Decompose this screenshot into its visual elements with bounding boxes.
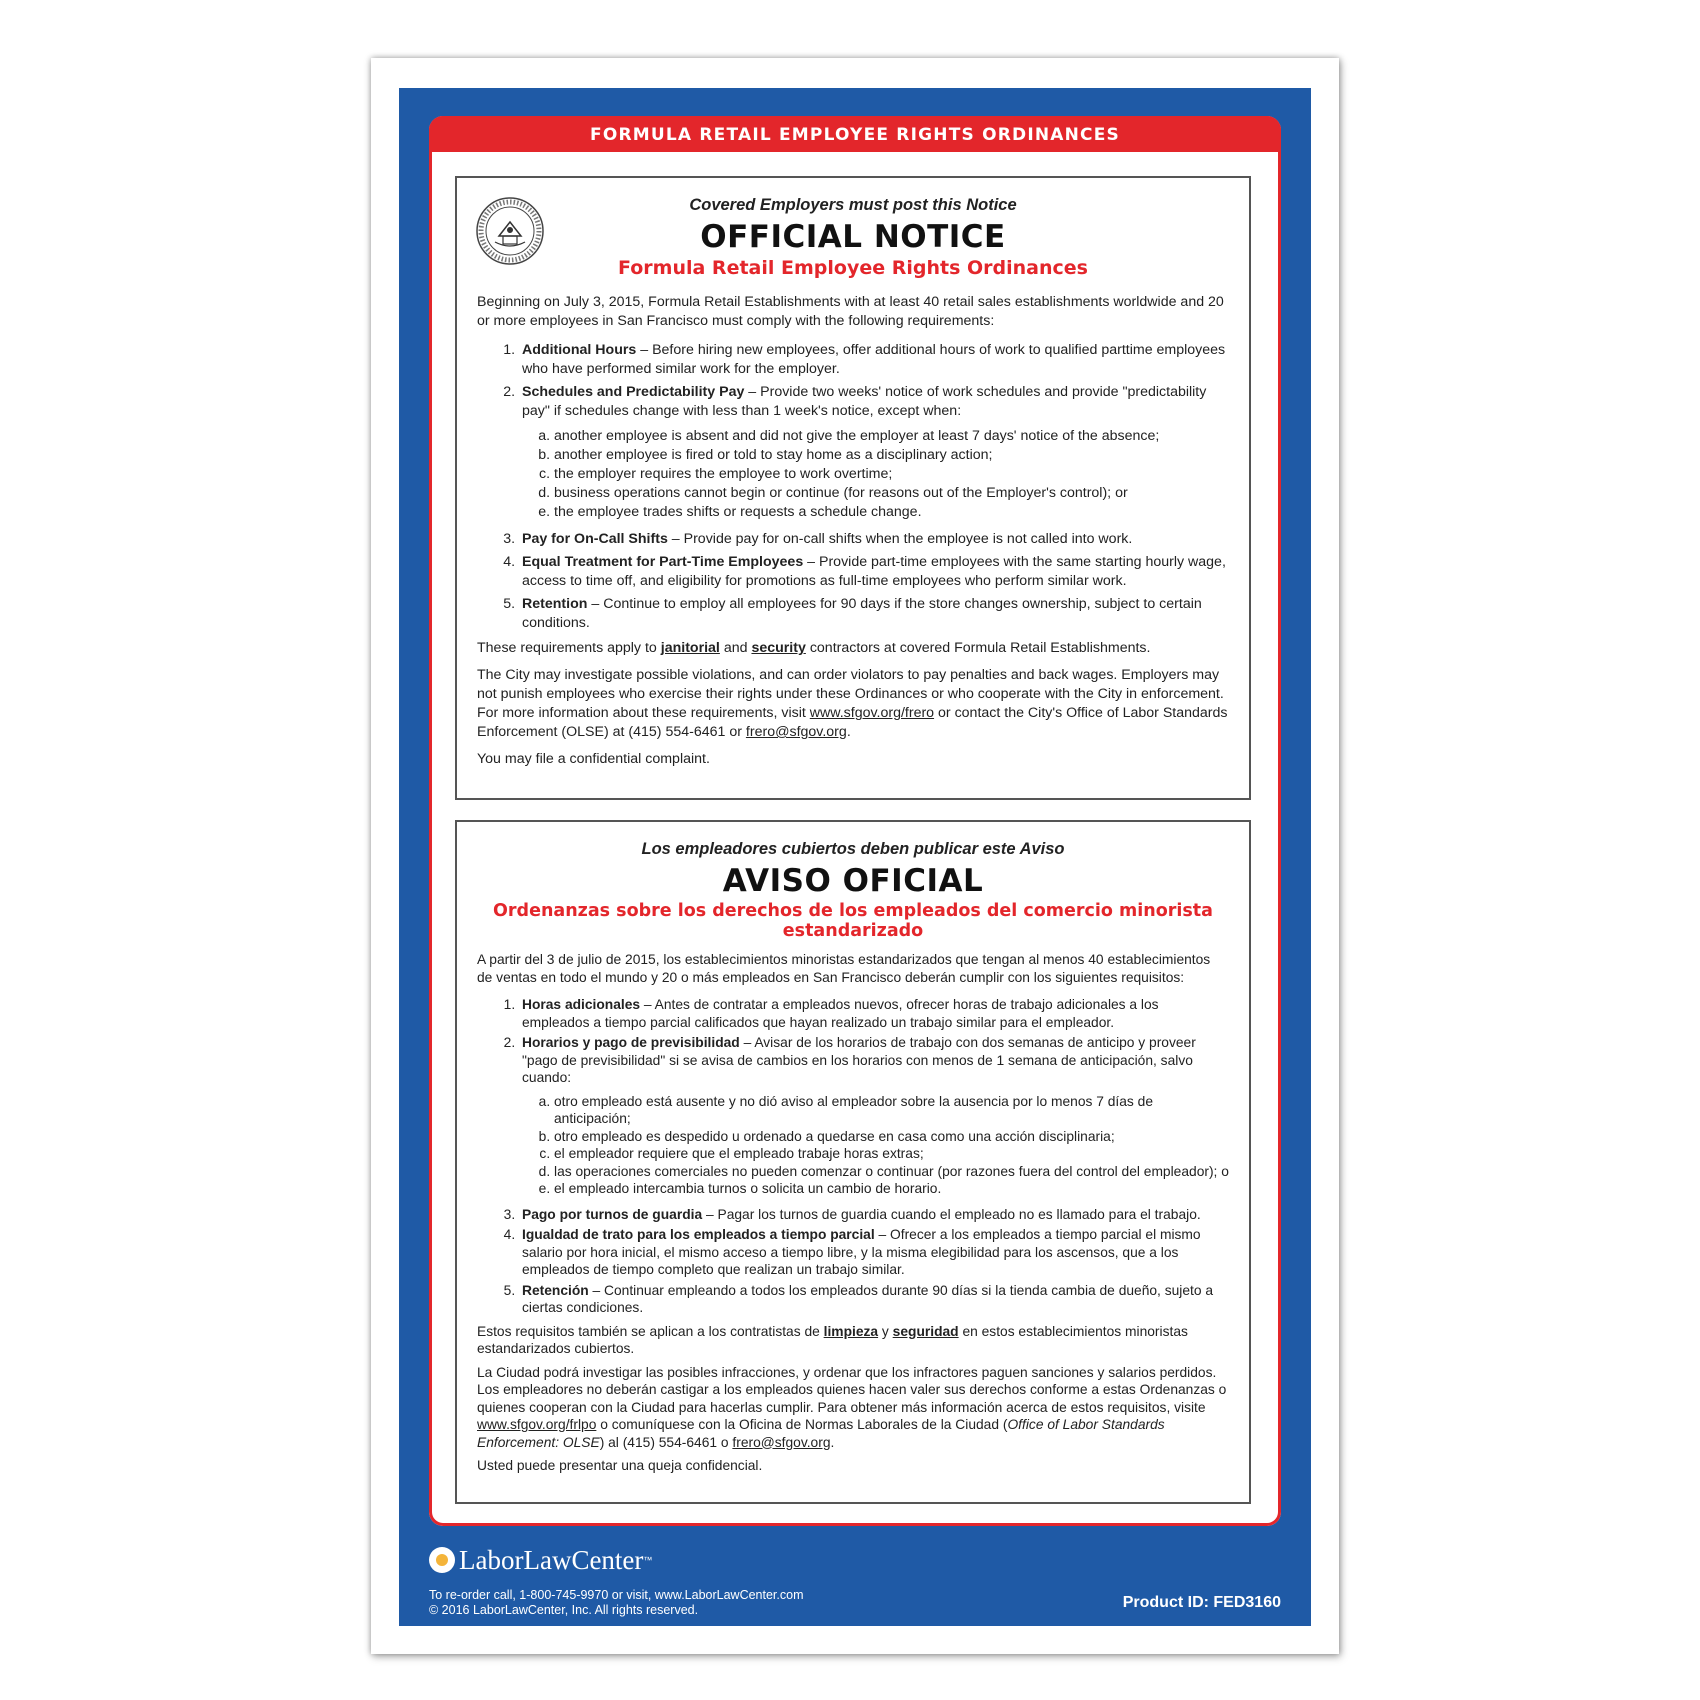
item-label: Igualdad de trato para los empleados a tiempo parcial bbox=[522, 1227, 875, 1242]
text-span: These requirements apply to bbox=[477, 640, 661, 656]
header-banner: FORMULA RETAIL EMPLOYEE RIGHTS ORDINANCES bbox=[429, 116, 1281, 152]
item-text: – Continue to employ all employees for 90 days if the store changes ownership, subject to certain conditions. bbox=[522, 596, 1202, 631]
list-item bbox=[519, 595, 1229, 633]
item-label: Equal Treatment for Part-Time Employees bbox=[522, 554, 804, 570]
reorder-info: To re-order call, 1-800-745-9970 or visit, www.LaborLawCenter.com bbox=[429, 1588, 804, 1602]
list-item bbox=[519, 996, 1229, 1031]
item-label: Schedules and Predictability Pay bbox=[522, 384, 745, 400]
spanish-intro: A partir del 3 de julio de 2015, los establecimientos minoristas estandarizados que tengan al menos 40 establecimientos de ventas en todo el mundo y 20 o más empleados en San Francisco deberán cumplir con los siguientes requisitos: bbox=[477, 952, 1211, 985]
item-text: – Continuar empleando a todos los empleados durante 90 días si la tienda cambia de dueño, sujeto a ciertas condiciones. bbox=[522, 1282, 1214, 1315]
list-item: a. another employee is absent and did not give the employer at least 7 days' notice of the absence; bbox=[554, 427, 1229, 446]
laborlawcenter-logo bbox=[429, 1545, 652, 1575]
english-enforcement bbox=[477, 666, 1229, 742]
item-text: – Avisar de los horarios de trabajo con dos semanas de anticipo y proveer "pago de previsibilidad" si se avisa de cambios en los horarios con menos de 1 semana de anticipación, salvo cuando: bbox=[522, 1035, 1196, 1085]
text-span: ) al (415) 554-6461 o bbox=[599, 1434, 733, 1450]
janitorial-term: janitorial bbox=[660, 640, 720, 656]
item-text: – Ofrecer a los empleados a tiempo parcial el mismo salario por hora inicial, el mismo acceso a tiempo libre, y la misma elegibilidad para los ascensos, que a los empleados de tiempo completo que realizan un trabajo similar. bbox=[522, 1227, 1201, 1277]
item-label: Retention bbox=[522, 596, 588, 612]
item-label: Pay for On-Call Shifts bbox=[522, 531, 668, 547]
item-label: Additional Hours bbox=[522, 342, 637, 358]
list-item: a. otro empleado está ausente y no dió aviso al empleador sobre la ausencia por lo menos 7 días de anticipación; bbox=[554, 1093, 1229, 1128]
list-item: b. otro empleado es despedido u ordenado a quedarse en casa como una acción disciplinaria; bbox=[554, 1128, 1229, 1146]
list-item bbox=[519, 1226, 1229, 1279]
spanish-enforcement bbox=[477, 1364, 1229, 1452]
list-item: d. las operaciones comerciales no pueden comenzar o continuar (por razones fuera del control del empleador); o bbox=[554, 1163, 1229, 1181]
item-text: – Provide two weeks' notice of work schedules and provide "predictability pay" if schedules change with less than 1 week's notice, except when: bbox=[522, 384, 1207, 419]
text-span: contractors at covered Formula Retail Establishments. bbox=[805, 640, 1151, 656]
text-span: y bbox=[878, 1323, 893, 1339]
list-item: e. el empleado intercambia turnos o solicita un cambio de horario. bbox=[554, 1180, 1229, 1198]
list-item bbox=[519, 341, 1229, 379]
english-title: OFFICIAL NOTICE bbox=[700, 219, 1006, 255]
list-item bbox=[519, 553, 1229, 591]
item-text: – Pagar los turnos de guardia cuando el empleado no es llamado para el trabajo. bbox=[702, 1206, 1201, 1222]
city-seal-icon bbox=[475, 196, 545, 266]
text-span: Estos requisitos también se aplican a los contratistas de bbox=[477, 1323, 824, 1339]
security-term: security bbox=[751, 640, 806, 656]
spanish-subhead: Los empleadores cubiertos deben publicar este Aviso bbox=[641, 840, 1065, 858]
list-item bbox=[519, 530, 1229, 549]
english-intro: Beginning on July 3, 2015, Formula Retail Establishments with at least 40 retail sales establishments worldwide and 20 or more employees in San Francisco must comply with the following requirements: bbox=[477, 294, 1224, 329]
olse-italic: Office of Labor Standards Enforcement: OLSE bbox=[477, 1417, 1165, 1450]
list-item: b. another employee is fired or told to stay home as a disciplinary action; bbox=[554, 446, 1229, 465]
seguridad-term: seguridad bbox=[892, 1323, 959, 1339]
item-label: Horas adicionales bbox=[522, 997, 641, 1012]
item-text: – Provide part-time employees with the same starting hourly wage, access to time off, and eligibility for promotions as full-time employees who perform similar work. bbox=[522, 554, 1226, 589]
spanish-notice-panel bbox=[455, 820, 1251, 1504]
english-exceptions-list bbox=[522, 427, 1229, 522]
copyright: © 2016 LaborLawCenter, Inc. All rights reserved. bbox=[429, 1603, 699, 1617]
text-span: en estos establecimientos minoristas estandarizados cubiertos. bbox=[477, 1323, 1188, 1356]
english-complaint: You may file a confidential complaint. bbox=[477, 751, 710, 767]
spanish-title: AVISO OFICIAL bbox=[722, 863, 984, 899]
text-span: La Ciudad podrá investigar las posibles infracciones, y ordenar que los infractores paguen sanciones y salarios perdidos. Los empleadores no deberán castigar a los empleados quienes hacen valer sus derechos conforme a estas Ordenanzas o quienes cooperan con la Ciudad para hacerlas cumplir. Para obtener más información acerca de estos requisitos, visite bbox=[477, 1364, 1227, 1415]
list-item: e. the employee trades shifts or requests a schedule change. bbox=[554, 503, 1229, 522]
text-span: . bbox=[846, 724, 851, 740]
logo-text: LaborLawCenter bbox=[459, 1545, 644, 1575]
sun-logo-icon bbox=[429, 1547, 455, 1573]
list-item bbox=[519, 1034, 1229, 1198]
english-notice-panel bbox=[455, 176, 1251, 800]
limpieza-term: limpieza bbox=[823, 1323, 879, 1339]
poster-blue-border bbox=[399, 88, 1311, 1626]
spanish-email-link[interactable]: frero@sfgov.org bbox=[732, 1434, 831, 1450]
text-span: and bbox=[719, 640, 752, 656]
item-label: Pago por turnos de guardia bbox=[522, 1206, 703, 1222]
text-span: o comuníquese con la Oficina de Normas Laborales de la Ciudad ( bbox=[596, 1417, 1008, 1432]
trademark: ™ bbox=[643, 1555, 653, 1565]
list-item: c. el empleador requiere que el empleado trabaje horas extras; bbox=[554, 1145, 1229, 1163]
item-text: – Antes de contratar a empleados nuevos, ofrecer horas de trabajo adicionales a los empleados a tiempo parcial calificados que hayan realizado un trabajo similar para el empleador. bbox=[522, 997, 1159, 1030]
spanish-requirements-list bbox=[477, 996, 1229, 1317]
poster-sheet bbox=[371, 58, 1339, 1654]
item-text: – Provide pay for on-call shifts when the employee is not called into work. bbox=[667, 531, 1133, 547]
list-item bbox=[519, 1206, 1229, 1224]
item-text: – Before hiring new employees, offer additional hours of work to qualified parttime employees who have performed similar work for the employer. bbox=[522, 342, 1226, 377]
spanish-exceptions-list bbox=[522, 1093, 1229, 1198]
poster-frame bbox=[429, 116, 1281, 1526]
text-span: . bbox=[830, 1434, 835, 1450]
list-item: c. the employer requires the employee to work overtime; bbox=[554, 465, 1229, 484]
spanish-red-title: Ordenanzas sobre los derechos de los empleados del comercio minorista estandarizado bbox=[493, 901, 1213, 941]
item-label: Retención bbox=[522, 1282, 589, 1298]
english-red-title: Formula Retail Employee Rights Ordinances bbox=[618, 257, 1088, 279]
spanish-complaint: Usted puede presentar una queja confidencial. bbox=[477, 1458, 763, 1473]
english-contractors bbox=[477, 639, 1229, 658]
english-website-link[interactable]: www.sfgov.org/frero bbox=[809, 705, 935, 721]
text-span: The City may investigate possible violations, and can order violators to pay penalties and back wages. Employers may not punish employees who exercise their rights under these Ordinances or who cooperate with the City in enforcement. For more information about these requirements, visit bbox=[477, 667, 1224, 721]
english-requirements-list bbox=[477, 341, 1229, 633]
product-id: Product ID: FED3160 bbox=[1122, 1594, 1281, 1611]
english-email-link[interactable]: frero@sfgov.org bbox=[745, 724, 847, 740]
item-label: Horarios y pago de previsibilidad bbox=[522, 1035, 740, 1050]
spanish-contractors bbox=[477, 1323, 1229, 1358]
english-subhead: Covered Employers must post this Notice bbox=[689, 196, 1017, 214]
list-item: d. business operations cannot begin or continue (for reasons out of the Employer's control); or bbox=[554, 484, 1229, 503]
list-item bbox=[519, 1282, 1229, 1317]
text-span: or contact the City's Office of Labor Standards Enforcement (OLSE) at (415) 554-6461 or bbox=[477, 705, 1228, 740]
spanish-website-link[interactable]: www.sfgov.org/frlpo bbox=[477, 1417, 597, 1432]
list-item bbox=[519, 383, 1229, 522]
